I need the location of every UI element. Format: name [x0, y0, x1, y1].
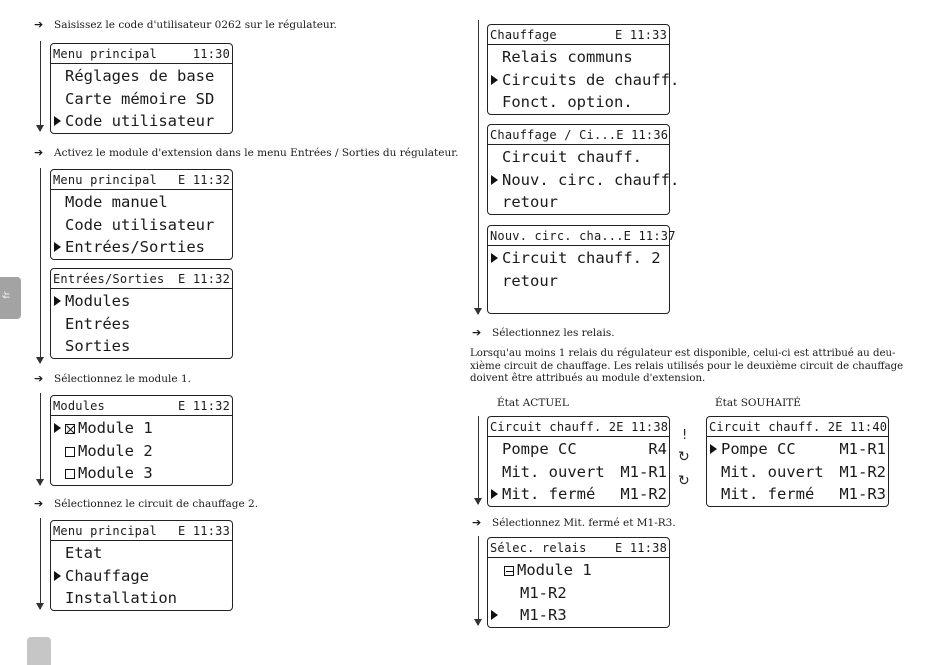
menu-item-relais-communs[interactable]: Relais communs — [502, 48, 633, 66]
screen-time: E 11:37 — [623, 228, 676, 243]
screen-time: E 11:40 — [835, 419, 888, 434]
page-tab — [27, 637, 51, 665]
screen-main-menu-2 — [50, 169, 233, 260]
menu-item-code-utilisateur[interactable]: Code utilisateur — [51, 110, 232, 133]
screen-time: E 11:32 — [178, 172, 230, 187]
screen-time: E 11:32 — [178, 271, 230, 286]
screen-title: Menu principal — [53, 46, 157, 61]
menu-item-reglages[interactable]: Réglages de base — [65, 67, 215, 85]
relay-row-mit-ferme[interactable]: Mit. fermé M1-R3 — [721, 485, 886, 503]
screen-nouv-circ — [487, 225, 676, 314]
instruction-step-2: ➔ Activez le module d'extension dans le menu Entrées / Sorties du régulateur. — [34, 146, 459, 159]
screen-time: 11:30 — [192, 46, 230, 61]
menu-item-etat[interactable]: Etat — [65, 544, 103, 562]
menu-item-fonct-option[interactable]: Fonct. option. — [502, 93, 633, 111]
menu-item-nouv-circ-chauff[interactable]: Nouv. circ. chauff. — [488, 169, 669, 192]
relay-row-mit-ouvert[interactable]: Mit. ouvert M1-R2 — [721, 462, 886, 481]
screen-time: E 11:38 — [616, 419, 669, 434]
arrow-right-icon: ➔ — [34, 18, 44, 31]
menu-item-chauffage[interactable]: Chauffage — [51, 565, 232, 588]
menu-item-circuit-chauff-2[interactable]: Circuit chauff. 2 — [488, 247, 669, 270]
rotate-arrow-icon: ↻ — [678, 473, 690, 489]
menu-item-retour[interactable]: retour — [502, 271, 558, 290]
screen-time: E 11:36 — [616, 127, 669, 142]
module-2-row[interactable]: Module 2 — [51, 440, 232, 463]
flow-arrow-line — [478, 416, 479, 504]
screen-title: Entrées/Sorties — [53, 271, 165, 286]
screen-time: E 11:38 — [615, 540, 667, 555]
module-1-group[interactable]: Module 1 — [488, 559, 669, 582]
menu-item-modules[interactable]: Modules — [51, 290, 232, 313]
screen-time: E 11:33 — [178, 523, 230, 538]
screen-main-menu-3 — [50, 520, 233, 611]
screen-title: Menu principal — [53, 172, 157, 187]
menu-item-installation[interactable]: Installation — [65, 589, 177, 607]
label-etat-actuel: État ACTUEL — [497, 397, 569, 409]
explanation-paragraph: Lorsqu'au moins 1 relais du régulateur est disponible, celui-ci est attribué au deu- xième circuit de chauffage. Les relais utilisés pour le deuxième circuit de chauffage doivent être attribués au module d'extension. — [470, 348, 904, 384]
instruction-step-4: ➔ Sélectionnez le circuit de chauffage 2. — [34, 497, 259, 510]
language-tab[interactable] — [0, 277, 21, 319]
checkbox-empty-icon[interactable] — [65, 447, 75, 457]
flow-arrow-line — [40, 168, 41, 363]
label-etat-souhaite: État SOUHAITÉ — [715, 397, 801, 409]
screen-chauffage — [487, 24, 680, 115]
relay-row-pompe-cc[interactable]: Pompe CC M1-R1 — [707, 438, 888, 461]
screen-title: Nouv. circ. cha... — [490, 228, 624, 243]
arrow-right-icon: ➔ — [34, 372, 44, 385]
flow-arrow-line — [40, 41, 41, 131]
menu-item-code-utilisateur[interactable]: Code utilisateur — [65, 215, 215, 234]
module-3-row[interactable]: Module 3 — [51, 462, 232, 485]
relay-option-m1-r3[interactable]: M1-R3 — [488, 604, 669, 627]
checkbox-empty-icon[interactable] — [65, 469, 75, 479]
arrow-right-icon: ➔ — [34, 146, 44, 159]
screen-title: Circuit chauff. 2 — [490, 419, 617, 434]
menu-item-mode-manuel[interactable]: Mode manuel — [65, 193, 168, 211]
screen-title: Sélec. relais — [490, 540, 587, 555]
language-tab-label: fr — [2, 291, 13, 299]
screen-title: Modules — [53, 398, 105, 413]
screen-title: Menu principal — [53, 523, 157, 538]
menu-item-entrees[interactable]: Entrées — [65, 314, 131, 333]
flow-arrow-line — [478, 536, 479, 625]
arrow-right-icon: ➔ — [472, 516, 482, 529]
exclamation-icon: ! — [682, 428, 688, 443]
screen-etat-souhaite — [706, 416, 889, 507]
screen-title: Chauffage / Ci... — [490, 127, 617, 142]
instruction-step-3: ➔ Sélectionnez le module 1. — [34, 372, 191, 385]
rotate-arrow-icon: ↻ — [678, 449, 690, 465]
flow-arrow-line — [40, 393, 41, 485]
screen-time: E 11:33 — [615, 27, 667, 42]
screen-etat-actuel — [487, 416, 670, 507]
screen-chauffage-circuits — [487, 124, 680, 215]
relay-row-mit-ferme[interactable]: Mit. fermé M1-R2 — [488, 483, 669, 506]
instruction-step-6: ➔ Sélectionnez Mit. fermé et M1-R3. — [472, 516, 676, 529]
menu-item-circuits-chauff[interactable]: Circuits de chauff. — [488, 69, 669, 92]
relay-row-pompe-cc[interactable]: Pompe CC R4 — [502, 440, 667, 458]
arrow-right-icon: ➔ — [472, 326, 482, 339]
screen-modules — [50, 395, 233, 486]
relay-row-mit-ouvert[interactable]: Mit. ouvert M1-R1 — [502, 462, 667, 481]
screen-title: Chauffage — [490, 27, 557, 42]
screen-time: E 11:32 — [178, 398, 230, 413]
flow-arrow-line — [40, 518, 41, 609]
flow-arrow-line — [478, 20, 479, 314]
instruction-step-5: ➔ Sélectionnez les relais. — [472, 326, 615, 339]
screen-selec-relais — [487, 537, 670, 628]
menu-item-sorties[interactable]: Sorties — [65, 337, 131, 355]
menu-item-carte-sd[interactable]: Carte mémoire SD — [65, 89, 215, 108]
collapse-icon[interactable] — [504, 566, 514, 576]
screen-entrees-sorties — [50, 268, 233, 359]
screen-main-menu-1 — [50, 43, 233, 134]
menu-item-retour[interactable]: retour — [502, 193, 558, 211]
relay-option-m1-r2[interactable]: M1-R2 — [520, 583, 567, 602]
instruction-step-1: ➔ Saisissez le code d'utilisateur 0262 sur le régulateur. — [34, 18, 337, 31]
menu-item-circuit-chauff[interactable]: Circuit chauff. — [502, 148, 642, 166]
checkbox-checked-icon[interactable] — [65, 424, 75, 434]
menu-item-entrees-sorties[interactable]: Entrées/Sorties — [51, 236, 232, 259]
arrow-right-icon: ➔ — [34, 497, 44, 510]
module-1-row[interactable]: Module 1 — [51, 417, 232, 440]
screen-title: Circuit chauff. 2 — [709, 419, 836, 434]
